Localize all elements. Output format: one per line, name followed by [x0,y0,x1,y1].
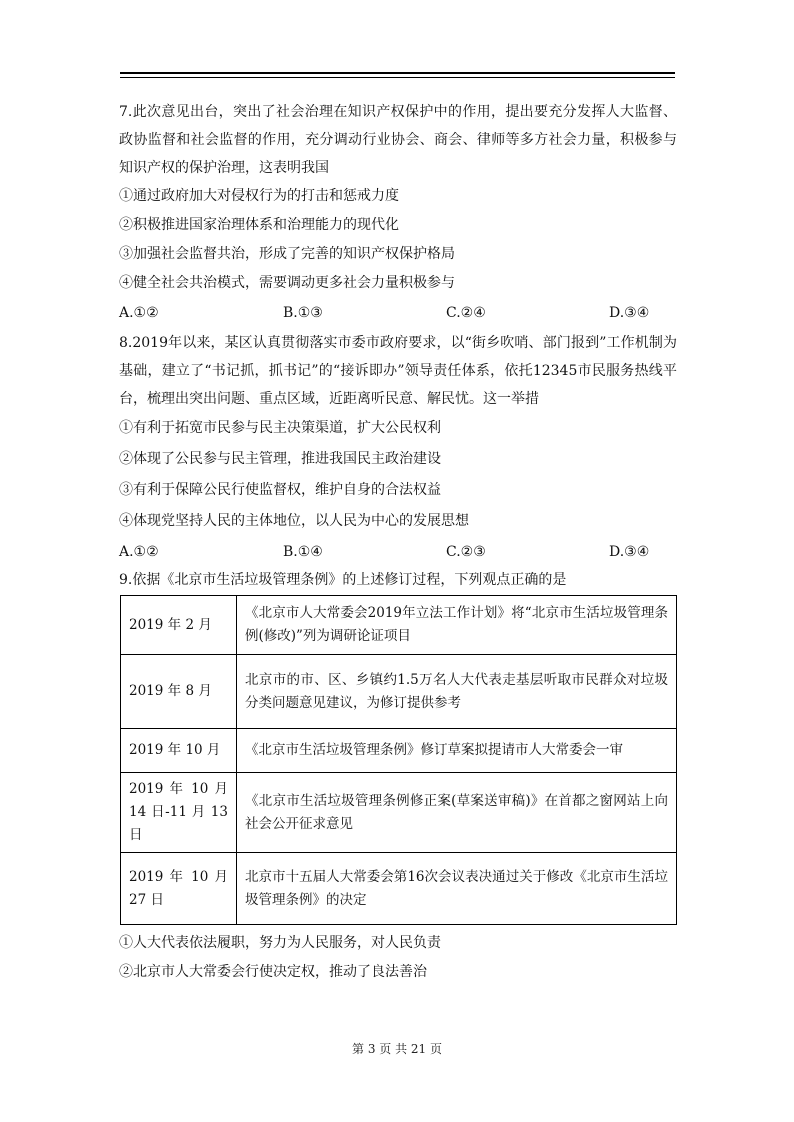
question-8-option-3: ③有利于保障公民行使监督权，维护自身的合法权益 [119,482,441,498]
table-cell-date: 2019 年 10 月 14 日-11 月 13 日 [121,773,237,853]
table-row [121,853,677,925]
question-9 [119,568,677,987]
question-8 [119,329,677,568]
question-7-option-2: ②积极推进国家治理体系和治理能力的现代化 [119,217,399,233]
choice-c: C.②③ [446,544,486,560]
table-cell-date: 2019 年 10 月 [121,729,237,773]
table-row [121,773,677,853]
question-8-option-4: ④体现党坚持人民的主体地位，以人民为中心的发展思想 [119,513,469,529]
question-8-option-1: ①有利于拓宽市民参与民主决策渠道，扩大公民权利 [119,420,441,436]
question-7-stem: 7.此次意见出台，突出了社会治理在知识产权保护中的作用，提出要充分发挥人大监督、政协监督和社会监督的作用，充分调动行业协会、商会、律师等多方社会力量，积极参与知识产权的保护治理，这表明我国 [119,104,677,176]
table-cell-date: 2019 年 2 月 [121,596,237,655]
table-cell-event: 《北京市生活垃圾管理条例修正案(草案送审稿)》在首都之窗网站上向社会公开征求意见 [237,773,677,853]
question-7-option-1: ①通过政府加大对侵权行为的打击和惩戒力度 [119,188,399,204]
table-cell-event: 北京市的市、区、乡镇约1.5万名人大代表走基层听取市民群众对垃圾分类问题意见建议，为修订提供参考 [237,655,677,729]
header-rule-thin [120,77,675,78]
table-row [121,596,677,655]
table-cell-event: 《北京市人大常委会2019年立法工作计划》将“北京市生活垃圾管理条例(修改)”列为调研论证项目 [237,596,677,655]
question-8-stem: 8.2019年以来，某区认真贯彻落实市委市政府要求，以“街乡吹哨、部门报到”工作机制为基础，建立了“书记抓，抓书记”的“接诉即办”领导责任体系，依托12345市民服务热线平台，梳理出突出问题、重点区域，近距离听民意、解民忧。这一举措 [119,335,677,407]
question-7 [119,98,677,329]
table-cell-event: 北京市十五届人大常委会第16次会议表决通过关于修改《北京市生活垃圾管理条例》的决定 [237,853,677,925]
choice-b: B.①③ [283,305,323,321]
question-8-option-2: ②体现了公民参与民主管理，推进我国民主政治建设 [119,451,441,467]
choice-d: D.③④ [609,544,650,560]
choice-d: D.③④ [609,305,650,321]
question-9-option-1: ①人大代表依法履职，努力为人民服务，对人民负责 [119,935,441,951]
table-cell-date: 2019 年 8 月 [121,655,237,729]
question-7-choices [119,298,677,329]
table-row [121,655,677,729]
question-9-option-2: ②北京市人大常委会行使决定权，推动了良法善治 [119,964,427,980]
choice-b: B.①④ [283,544,323,560]
table-cell-date: 2019 年 10 月 27 日 [121,853,237,925]
table-cell-event: 《北京市生活垃圾管理条例》修订草案拟提请市人大常委会一审 [237,729,677,773]
table-row [121,729,677,773]
revision-timeline-table [120,595,677,925]
question-9-stem: 9.依据《北京市生活垃圾管理条例》的上述修订过程，下列观点正确的是 [119,572,567,588]
choice-a: A.①② [119,544,159,560]
choice-a: A.①② [119,305,159,321]
page-content [119,98,677,987]
choice-c: C.②④ [446,305,486,321]
question-8-choices [119,537,677,568]
header-rule [120,72,675,74]
page-footer: 第 3 页 共 21 页 [352,1042,442,1056]
question-7-option-3: ③加强社会监督共治，形成了完善的知识产权保护格局 [119,246,455,262]
question-7-option-4: ④健全社会共治模式，需要调动更多社会力量积极参与 [119,275,455,291]
